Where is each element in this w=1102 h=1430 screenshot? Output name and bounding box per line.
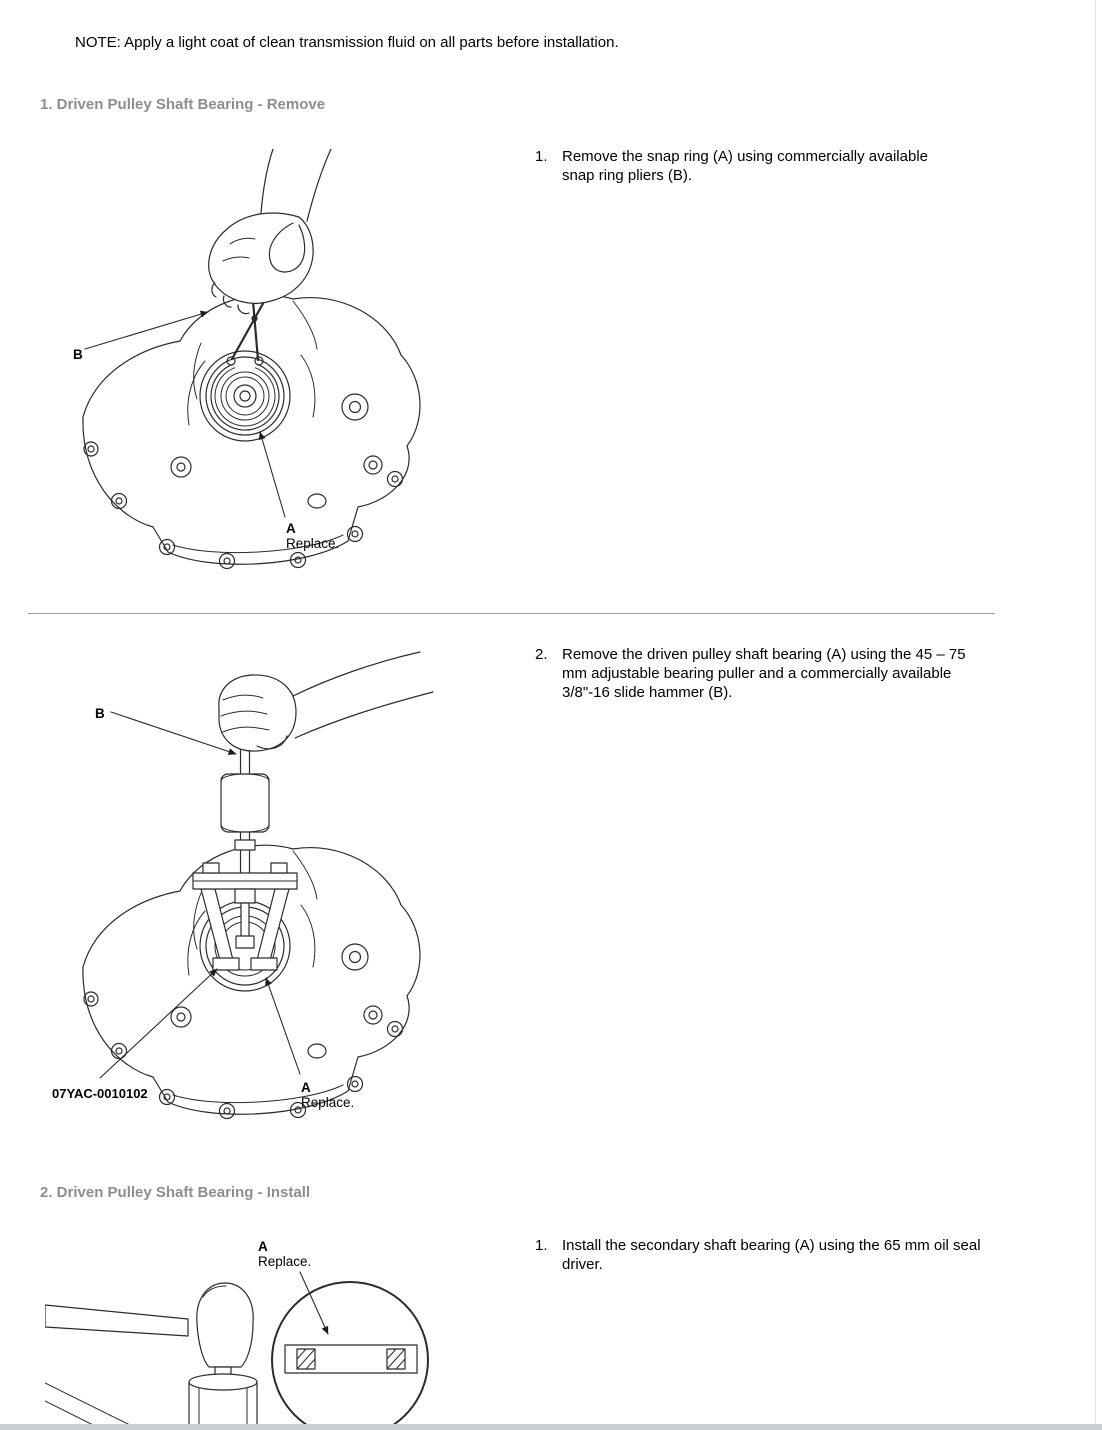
bearing-puller bbox=[193, 863, 297, 970]
hammer bbox=[45, 1283, 253, 1377]
fig1-replace-text: Replace. bbox=[286, 536, 340, 551]
step-number: 1. bbox=[535, 1237, 548, 1254]
step-text: Remove the snap ring (A) using commercially available snap ring pliers (B). bbox=[562, 148, 928, 184]
pliers-pivot bbox=[252, 316, 257, 321]
slide-hammer bbox=[221, 743, 269, 893]
fig2-label-a: A bbox=[301, 1080, 311, 1095]
hand-holding-pliers bbox=[209, 149, 331, 314]
step-text: Install the secondary shaft bearing (A) using the 65 mm oil seal driver. bbox=[562, 1237, 981, 1273]
bearing-bore-and-snap-ring bbox=[200, 351, 290, 441]
figure-oil-seal-driver bbox=[45, 1265, 445, 1430]
bench-lines bbox=[45, 1383, 140, 1430]
hand-on-slide-hammer bbox=[219, 652, 433, 751]
transmission-case-outline bbox=[83, 295, 420, 568]
fig3-label-a: A bbox=[258, 1239, 268, 1254]
fig1-callout-b bbox=[73, 347, 83, 362]
fig1-label-a: A bbox=[286, 521, 296, 536]
fig2-callout-a bbox=[301, 1080, 354, 1110]
magnified-bearing-inset bbox=[272, 1282, 428, 1430]
seal-driver-tool bbox=[189, 1374, 257, 1430]
fig1-label-b: B bbox=[73, 347, 83, 362]
fig3-replace-text: Replace. bbox=[258, 1254, 312, 1269]
page-right-edge bbox=[1095, 0, 1096, 1430]
step-remove-1 bbox=[535, 147, 967, 185]
figure-snap-ring-removal bbox=[55, 149, 435, 581]
step-number: 1. bbox=[535, 148, 548, 165]
step-text: Remove the driven pulley shaft bearing (A) using the 45 – 75 mm adjustable bearing puller and a commercially available 3/8"-16 slide hammer (B). bbox=[562, 646, 966, 701]
leader-lines bbox=[85, 312, 285, 517]
step-number: 2. bbox=[535, 646, 548, 663]
section-heading-remove: 1. Driven Pulley Shaft Bearing - Remove bbox=[40, 96, 326, 113]
fig2-label-b: B bbox=[95, 706, 105, 721]
section-divider bbox=[28, 613, 995, 614]
fig2-callout-b bbox=[95, 706, 105, 721]
section-heading-install: 2. Driven Pulley Shaft Bearing - Install bbox=[40, 1184, 311, 1201]
step-remove-2 bbox=[535, 645, 995, 702]
fig1-callout-a bbox=[286, 521, 339, 551]
fig3-callout-a bbox=[258, 1239, 311, 1269]
note-text: NOTE: Apply a light coat of clean transmission fluid on all parts before installation. bbox=[75, 34, 619, 51]
step-install-1 bbox=[535, 1236, 1000, 1274]
fig2-tool-code: 07YAC-0010102 bbox=[52, 1086, 148, 1101]
viewport-bottom-edge bbox=[0, 1424, 1102, 1430]
fig2-replace-text: Replace. bbox=[301, 1095, 355, 1110]
